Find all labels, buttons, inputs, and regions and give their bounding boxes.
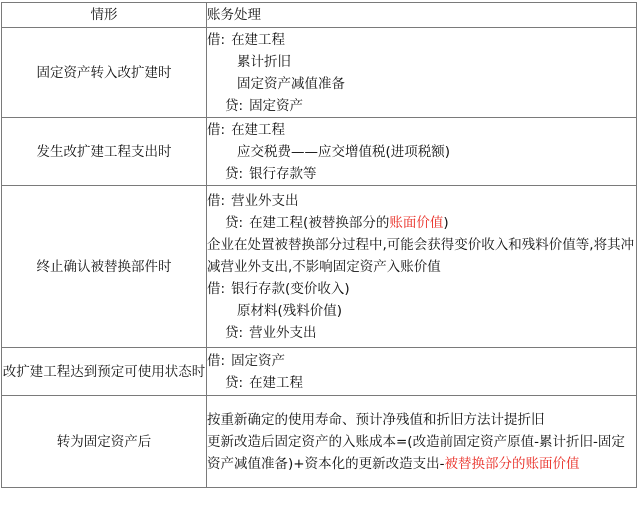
entry-label: 贷: xyxy=(225,165,244,182)
highlight-text: 账面价值 xyxy=(389,214,444,231)
entry-label: 贷: xyxy=(225,324,244,341)
entry-cell xyxy=(207,348,637,396)
situation-cell: 转为固定资产后 xyxy=(2,396,207,488)
table-row xyxy=(2,28,637,118)
table-row xyxy=(2,186,637,348)
entry-line xyxy=(207,212,636,234)
entry-label: 借: xyxy=(207,31,226,48)
header-treatment: 账务处理 xyxy=(207,3,637,28)
entry-line xyxy=(207,372,636,394)
header-situation: 情形 xyxy=(2,3,207,28)
situation-cell: 发生改扩建工程支出时 xyxy=(2,118,207,186)
entry-line xyxy=(207,29,636,51)
entry-text: 在建工程(被替换部分的 xyxy=(249,214,390,231)
entry-formula xyxy=(207,431,636,475)
table-row xyxy=(2,396,637,488)
entry-text: 固定资产 xyxy=(231,352,286,369)
entry-text: 银行存款等 xyxy=(249,165,317,182)
entry-text-after: ) xyxy=(443,214,449,231)
situation-cell: 终止确认被替换部件时 xyxy=(2,186,207,348)
entry-label: 借: xyxy=(207,352,226,369)
entry-text: 固定资产减值准备 xyxy=(237,75,345,92)
situation-cell: 固定资产转入改扩建时 xyxy=(2,28,207,118)
entry-label: 借: xyxy=(207,280,226,297)
entry-text: 营业外支出 xyxy=(249,324,317,341)
table-row xyxy=(2,118,637,186)
entry-line xyxy=(207,73,636,95)
entry-note: 企业在处置被替换部分过程中,可能会获得变价收入和残料价值等,将其冲减营业外支出,不影响固定资产入账价值 xyxy=(207,236,635,275)
entry-text: 营业外支出 xyxy=(231,192,299,209)
entry-line xyxy=(207,163,636,185)
entry-line xyxy=(207,300,636,322)
entry-text: 在建工程 xyxy=(231,121,286,138)
entry-label: 贷: xyxy=(225,97,244,114)
entry-cell xyxy=(207,186,637,348)
entry-text: 累计折旧 xyxy=(237,53,291,70)
entry-note: 按重新确定的使用寿命、预计净残值和折旧方法计提折旧 xyxy=(207,411,545,428)
entry-label: 贷: xyxy=(225,374,244,391)
entry-text: 更新改造后固定资产的入账成本=(改造前固定资产原值-累计折旧-固定资产减值准备)+资本化的更新改造支出- xyxy=(207,433,625,472)
entry-text: 在建工程 xyxy=(231,31,286,48)
entry-text: 应交税费——应交增值税(进项税额) xyxy=(237,143,451,160)
entry-line xyxy=(207,51,636,73)
entry-line xyxy=(207,350,636,372)
header-row xyxy=(2,3,637,28)
situation-cell: 改扩建工程达到预定可使用状态时 xyxy=(2,348,207,396)
table-row xyxy=(2,348,637,396)
entry-label: 贷: xyxy=(225,214,244,231)
accounting-table xyxy=(1,2,637,488)
entry-line xyxy=(207,322,636,344)
entry-label: 借: xyxy=(207,121,226,138)
entry-line xyxy=(207,190,636,212)
entry-line xyxy=(207,141,636,163)
entry-text: 银行存款(变价收入) xyxy=(231,280,350,297)
entry-cell xyxy=(207,28,637,118)
entry-text: 在建工程 xyxy=(249,374,304,391)
entry-cell xyxy=(207,118,637,186)
entry-cell xyxy=(207,396,637,488)
entry-label: 借: xyxy=(207,192,226,209)
entry-line xyxy=(207,278,636,300)
highlight-text: 被替换部分的账面价值 xyxy=(444,455,580,472)
entry-line xyxy=(207,119,636,141)
entry-line xyxy=(207,95,636,117)
entry-text: 原材料(残料价值) xyxy=(237,302,343,319)
entry-text: 固定资产 xyxy=(249,97,304,114)
